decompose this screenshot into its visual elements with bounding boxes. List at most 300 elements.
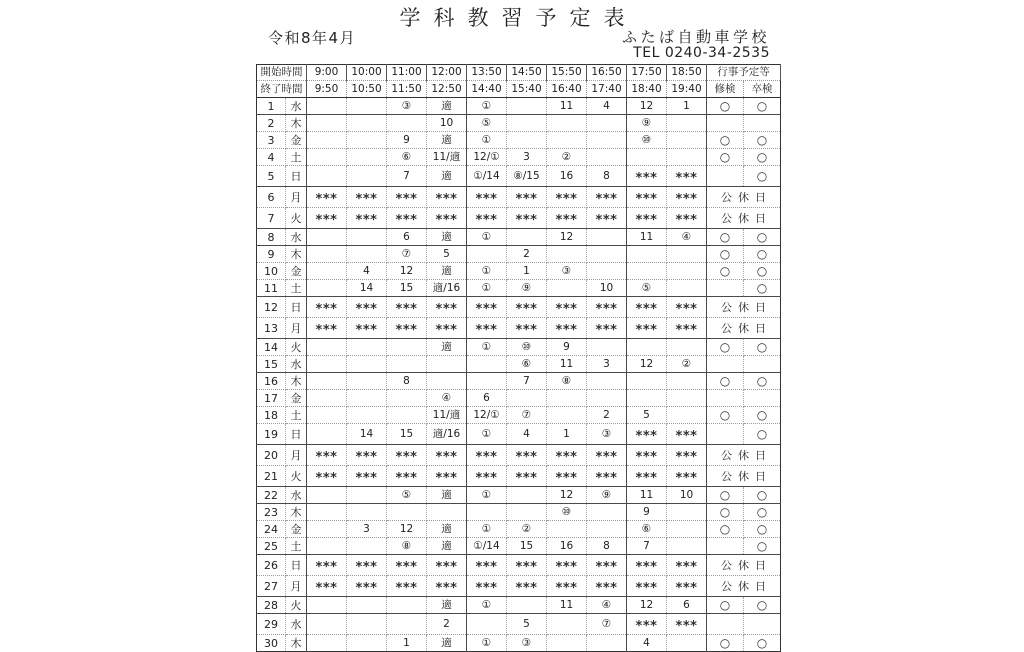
slot-cell: 12 bbox=[547, 229, 587, 246]
start-time-cell: 15:50 bbox=[547, 65, 587, 81]
slot-cell: *** bbox=[347, 576, 387, 597]
day-number-cell: 27 bbox=[257, 576, 286, 597]
schedule-header bbox=[257, 65, 781, 98]
slot-cell bbox=[587, 635, 627, 652]
table-row bbox=[257, 614, 781, 635]
shuken-cell bbox=[707, 280, 744, 297]
closed-day-cell: 公休日 bbox=[707, 555, 781, 576]
end-time-cell: 11:50 bbox=[387, 81, 427, 98]
day-number-cell: 19 bbox=[257, 424, 286, 445]
shuken-cell: ○ bbox=[707, 246, 744, 263]
sotsuken-cell: ○ bbox=[744, 339, 781, 356]
slot-cell: *** bbox=[627, 187, 667, 208]
day-of-week-cell: 水 bbox=[286, 614, 307, 635]
day-of-week-cell: 金 bbox=[286, 263, 307, 280]
slot-cell bbox=[307, 390, 347, 407]
slot-cell bbox=[507, 132, 547, 149]
end-time-cell: 14:40 bbox=[467, 81, 507, 98]
slot-cell bbox=[467, 373, 507, 390]
slot-cell: *** bbox=[507, 466, 547, 487]
slot-cell bbox=[307, 339, 347, 356]
slot-cell: 11 bbox=[627, 229, 667, 246]
end-time-cell: 15:40 bbox=[507, 81, 547, 98]
slot-cell: ④ bbox=[427, 390, 467, 407]
table-row bbox=[257, 339, 781, 356]
table-row bbox=[257, 356, 781, 373]
shuken-cell: ○ bbox=[707, 98, 744, 115]
table-row bbox=[257, 597, 781, 614]
slot-cell: *** bbox=[627, 466, 667, 487]
slot-cell: 11 bbox=[547, 597, 587, 614]
slot-cell: 適 bbox=[427, 597, 467, 614]
slot-cell: ② bbox=[547, 149, 587, 166]
day-number-cell: 18 bbox=[257, 407, 286, 424]
slot-cell bbox=[467, 614, 507, 635]
table-row bbox=[257, 466, 781, 487]
sotsuken-cell: ○ bbox=[744, 166, 781, 187]
slot-cell: ⑤ bbox=[387, 487, 427, 504]
day-number-cell: 22 bbox=[257, 487, 286, 504]
day-of-week-cell: 火 bbox=[286, 339, 307, 356]
day-of-week-cell: 金 bbox=[286, 390, 307, 407]
slot-cell bbox=[307, 373, 347, 390]
slot-cell bbox=[587, 373, 627, 390]
slot-cell bbox=[347, 132, 387, 149]
slot-cell bbox=[387, 115, 427, 132]
day-of-week-cell: 火 bbox=[286, 466, 307, 487]
slot-cell bbox=[427, 373, 467, 390]
schedule-table bbox=[256, 64, 781, 652]
sotsuken-cell: ○ bbox=[744, 263, 781, 280]
slot-cell: 11 bbox=[627, 487, 667, 504]
slot-cell: 7 bbox=[507, 373, 547, 390]
slot-cell: 適 bbox=[427, 487, 467, 504]
day-number-cell: 10 bbox=[257, 263, 286, 280]
slot-cell: 6 bbox=[667, 597, 707, 614]
slot-cell: *** bbox=[587, 555, 627, 576]
slot-cell: 1 bbox=[507, 263, 547, 280]
slot-cell: *** bbox=[347, 445, 387, 466]
slot-cell: *** bbox=[307, 445, 347, 466]
sotsuken-header: 卒検 bbox=[744, 81, 781, 98]
shuken-cell bbox=[707, 115, 744, 132]
slot-cell: *** bbox=[507, 187, 547, 208]
day-of-week-cell: 木 bbox=[286, 635, 307, 652]
slot-cell: ⑨ bbox=[627, 115, 667, 132]
table-row bbox=[257, 407, 781, 424]
slot-cell bbox=[547, 115, 587, 132]
slot-cell: 16 bbox=[547, 538, 587, 555]
day-of-week-cell: 土 bbox=[286, 538, 307, 555]
shuken-cell bbox=[707, 166, 744, 187]
slot-cell: *** bbox=[387, 445, 427, 466]
sotsuken-cell: ○ bbox=[744, 132, 781, 149]
table-row bbox=[257, 297, 781, 318]
slot-cell: *** bbox=[587, 297, 627, 318]
shuken-cell: ○ bbox=[707, 263, 744, 280]
slot-cell: *** bbox=[627, 445, 667, 466]
slot-cell: *** bbox=[547, 318, 587, 339]
day-number-cell: 25 bbox=[257, 538, 286, 555]
day-of-week-cell: 金 bbox=[286, 521, 307, 538]
slot-cell: *** bbox=[627, 555, 667, 576]
table-row bbox=[257, 390, 781, 407]
table-row bbox=[257, 635, 781, 652]
slot-cell bbox=[667, 263, 707, 280]
shuken-cell bbox=[707, 614, 744, 635]
slot-cell: *** bbox=[507, 445, 547, 466]
slot-cell: *** bbox=[627, 297, 667, 318]
slot-cell bbox=[587, 246, 627, 263]
end-time-cell: 18:40 bbox=[627, 81, 667, 98]
slot-cell bbox=[667, 521, 707, 538]
slot-cell bbox=[387, 614, 427, 635]
shuken-cell bbox=[707, 390, 744, 407]
slot-cell bbox=[387, 504, 427, 521]
slot-cell: *** bbox=[507, 208, 547, 229]
day-number-cell: 29 bbox=[257, 614, 286, 635]
slot-cell: ③ bbox=[547, 263, 587, 280]
slot-cell bbox=[507, 115, 547, 132]
shuken-cell: ○ bbox=[707, 149, 744, 166]
sotsuken-cell: ○ bbox=[744, 407, 781, 424]
slot-cell bbox=[387, 339, 427, 356]
day-of-week-cell: 日 bbox=[286, 166, 307, 187]
slot-cell bbox=[307, 538, 347, 555]
shuken-cell bbox=[707, 424, 744, 445]
slot-cell bbox=[467, 246, 507, 263]
slot-cell: ① bbox=[467, 229, 507, 246]
slot-cell: 適 bbox=[427, 263, 467, 280]
slot-cell bbox=[627, 373, 667, 390]
slot-cell: *** bbox=[587, 466, 627, 487]
table-row bbox=[257, 576, 781, 597]
slot-cell bbox=[307, 166, 347, 187]
slot-cell: 10 bbox=[427, 115, 467, 132]
sotsuken-cell: ○ bbox=[744, 504, 781, 521]
slot-cell: 14 bbox=[347, 280, 387, 297]
slot-cell bbox=[507, 597, 547, 614]
slot-cell: *** bbox=[667, 576, 707, 597]
slot-cell: 1 bbox=[547, 424, 587, 445]
slot-cell: 4 bbox=[627, 635, 667, 652]
page-title: 学科教習予定表 bbox=[399, 6, 638, 30]
end-time-cell: 19:40 bbox=[667, 81, 707, 98]
slot-cell: *** bbox=[347, 318, 387, 339]
slot-cell: ①/14 bbox=[467, 538, 507, 555]
day-number-cell: 30 bbox=[257, 635, 286, 652]
slot-cell: 12 bbox=[547, 487, 587, 504]
slot-cell: ⑥ bbox=[627, 521, 667, 538]
slot-cell: 4 bbox=[347, 263, 387, 280]
slot-cell: *** bbox=[667, 297, 707, 318]
table-row bbox=[257, 504, 781, 521]
slot-cell bbox=[347, 166, 387, 187]
day-number-cell: 21 bbox=[257, 466, 286, 487]
slot-cell: *** bbox=[427, 318, 467, 339]
slot-cell: ① bbox=[467, 280, 507, 297]
slot-cell: 15 bbox=[507, 538, 547, 555]
slot-cell bbox=[667, 635, 707, 652]
slot-cell: *** bbox=[507, 555, 547, 576]
start-time-cell: 16:50 bbox=[587, 65, 627, 81]
slot-cell: *** bbox=[307, 187, 347, 208]
sotsuken-cell: ○ bbox=[744, 98, 781, 115]
slot-cell bbox=[467, 504, 507, 521]
slot-cell: *** bbox=[467, 576, 507, 597]
start-times-row bbox=[257, 65, 781, 81]
slot-cell bbox=[347, 635, 387, 652]
table-row bbox=[257, 373, 781, 390]
slot-cell: ① bbox=[467, 263, 507, 280]
slot-cell: *** bbox=[427, 466, 467, 487]
day-number-cell: 7 bbox=[257, 208, 286, 229]
slot-cell: *** bbox=[427, 445, 467, 466]
slot-cell bbox=[587, 115, 627, 132]
slot-cell bbox=[347, 356, 387, 373]
slot-cell: *** bbox=[667, 424, 707, 445]
slot-cell bbox=[347, 390, 387, 407]
slot-cell bbox=[307, 521, 347, 538]
shuken-cell bbox=[707, 538, 744, 555]
slot-cell: 1 bbox=[387, 635, 427, 652]
slot-cell: *** bbox=[427, 297, 467, 318]
slot-cell: *** bbox=[347, 208, 387, 229]
slot-cell bbox=[307, 149, 347, 166]
table-row bbox=[257, 263, 781, 280]
slot-cell: *** bbox=[667, 166, 707, 187]
slot-cell: ④ bbox=[587, 597, 627, 614]
day-of-week-cell: 月 bbox=[286, 576, 307, 597]
table-row bbox=[257, 166, 781, 187]
slot-cell: *** bbox=[307, 576, 347, 597]
slot-cell: ⑥ bbox=[507, 356, 547, 373]
slot-cell bbox=[507, 504, 547, 521]
slot-cell: 5 bbox=[627, 407, 667, 424]
slot-cell bbox=[667, 149, 707, 166]
table-row bbox=[257, 538, 781, 555]
slot-cell: 7 bbox=[387, 166, 427, 187]
slot-cell: 8 bbox=[587, 166, 627, 187]
slot-cell: 16 bbox=[547, 166, 587, 187]
slot-cell: 9 bbox=[387, 132, 427, 149]
slot-cell: *** bbox=[427, 576, 467, 597]
slot-cell bbox=[587, 132, 627, 149]
slot-cell: 12/① bbox=[467, 149, 507, 166]
table-row bbox=[257, 98, 781, 115]
slot-cell: *** bbox=[467, 445, 507, 466]
day-number-cell: 5 bbox=[257, 166, 286, 187]
day-of-week-cell: 木 bbox=[286, 246, 307, 263]
slot-cell bbox=[307, 504, 347, 521]
slot-cell: 12 bbox=[627, 356, 667, 373]
slot-cell: *** bbox=[347, 466, 387, 487]
slot-cell: *** bbox=[547, 187, 587, 208]
table-row bbox=[257, 280, 781, 297]
slot-cell: 11/適 bbox=[427, 407, 467, 424]
day-of-week-cell: 日 bbox=[286, 424, 307, 445]
start-time-label: 開始時間 bbox=[257, 65, 307, 81]
slot-cell: 9 bbox=[547, 339, 587, 356]
day-number-cell: 2 bbox=[257, 115, 286, 132]
slot-cell: *** bbox=[547, 297, 587, 318]
sotsuken-cell: ○ bbox=[744, 149, 781, 166]
slot-cell: ① bbox=[467, 98, 507, 115]
slot-cell bbox=[667, 390, 707, 407]
slot-cell: 12 bbox=[387, 521, 427, 538]
slot-cell: *** bbox=[307, 555, 347, 576]
slot-cell: 4 bbox=[507, 424, 547, 445]
slot-cell bbox=[347, 407, 387, 424]
slot-cell bbox=[667, 280, 707, 297]
slot-cell bbox=[627, 149, 667, 166]
slot-cell bbox=[347, 98, 387, 115]
slot-cell bbox=[587, 263, 627, 280]
start-time-cell: 11:00 bbox=[387, 65, 427, 81]
slot-cell: 8 bbox=[587, 538, 627, 555]
slot-cell: 適 bbox=[427, 132, 467, 149]
day-number-cell: 9 bbox=[257, 246, 286, 263]
slot-cell bbox=[587, 339, 627, 356]
sotsuken-cell: ○ bbox=[744, 487, 781, 504]
slot-cell: *** bbox=[667, 614, 707, 635]
start-time-cell: 14:50 bbox=[507, 65, 547, 81]
slot-cell: 15 bbox=[387, 280, 427, 297]
slot-cell: 2 bbox=[507, 246, 547, 263]
slot-cell: *** bbox=[387, 555, 427, 576]
closed-day-cell: 公休日 bbox=[707, 297, 781, 318]
slot-cell: 3 bbox=[507, 149, 547, 166]
shuken-cell: ○ bbox=[707, 407, 744, 424]
slot-cell: 7 bbox=[627, 538, 667, 555]
slot-cell: *** bbox=[467, 466, 507, 487]
day-number-cell: 12 bbox=[257, 297, 286, 318]
sotsuken-cell bbox=[744, 614, 781, 635]
slot-cell: 6 bbox=[387, 229, 427, 246]
slot-cell: *** bbox=[387, 208, 427, 229]
slot-cell bbox=[347, 246, 387, 263]
slot-cell: ① bbox=[467, 487, 507, 504]
slot-cell bbox=[587, 390, 627, 407]
day-number-cell: 16 bbox=[257, 373, 286, 390]
slot-cell: ① bbox=[467, 339, 507, 356]
school-tel: TEL 0240-34-2535 bbox=[633, 45, 770, 61]
slot-cell: 適 bbox=[427, 521, 467, 538]
end-time-cell: 10:50 bbox=[347, 81, 387, 98]
day-of-week-cell: 日 bbox=[286, 297, 307, 318]
slot-cell: *** bbox=[347, 297, 387, 318]
slot-cell: *** bbox=[467, 318, 507, 339]
slot-cell bbox=[347, 373, 387, 390]
events-header: 行事予定等 bbox=[707, 65, 781, 81]
slot-cell bbox=[627, 390, 667, 407]
slot-cell: *** bbox=[507, 576, 547, 597]
slot-cell bbox=[307, 597, 347, 614]
table-row bbox=[257, 424, 781, 445]
day-number-cell: 17 bbox=[257, 390, 286, 407]
start-time-cell: 9:00 bbox=[307, 65, 347, 81]
slot-cell bbox=[387, 356, 427, 373]
end-time-label: 終了時間 bbox=[257, 81, 307, 98]
slot-cell: *** bbox=[667, 445, 707, 466]
day-number-cell: 23 bbox=[257, 504, 286, 521]
slot-cell: ① bbox=[467, 635, 507, 652]
slot-cell: 5 bbox=[507, 614, 547, 635]
shuken-cell: ○ bbox=[707, 635, 744, 652]
slot-cell: *** bbox=[587, 576, 627, 597]
slot-cell: 適 bbox=[427, 635, 467, 652]
slot-cell: *** bbox=[547, 576, 587, 597]
day-of-week-cell: 木 bbox=[286, 115, 307, 132]
slot-cell bbox=[427, 504, 467, 521]
slot-cell: ② bbox=[507, 521, 547, 538]
day-of-week-cell: 木 bbox=[286, 373, 307, 390]
sotsuken-cell bbox=[744, 356, 781, 373]
slot-cell: 11/適 bbox=[427, 149, 467, 166]
slot-cell bbox=[387, 597, 427, 614]
day-number-cell: 4 bbox=[257, 149, 286, 166]
slot-cell: 5 bbox=[427, 246, 467, 263]
slot-cell bbox=[547, 521, 587, 538]
slot-cell: 11 bbox=[547, 356, 587, 373]
slot-cell: 12 bbox=[627, 597, 667, 614]
slot-cell: 11 bbox=[547, 98, 587, 115]
slot-cell: *** bbox=[507, 318, 547, 339]
slot-cell bbox=[667, 132, 707, 149]
slot-cell bbox=[307, 132, 347, 149]
table-row bbox=[257, 521, 781, 538]
slot-cell: *** bbox=[387, 187, 427, 208]
shuken-cell bbox=[707, 356, 744, 373]
slot-cell: *** bbox=[387, 576, 427, 597]
slot-cell bbox=[347, 487, 387, 504]
slot-cell: *** bbox=[587, 187, 627, 208]
sotsuken-cell: ○ bbox=[744, 538, 781, 555]
slot-cell bbox=[347, 149, 387, 166]
slot-cell bbox=[307, 614, 347, 635]
slot-cell: 14 bbox=[347, 424, 387, 445]
slot-cell bbox=[587, 504, 627, 521]
slot-cell bbox=[667, 373, 707, 390]
slot-cell: *** bbox=[467, 297, 507, 318]
slot-cell: 3 bbox=[347, 521, 387, 538]
slot-cell bbox=[387, 390, 427, 407]
slot-cell: *** bbox=[467, 208, 507, 229]
slot-cell bbox=[307, 407, 347, 424]
slot-cell: *** bbox=[547, 208, 587, 229]
shuken-cell: ○ bbox=[707, 487, 744, 504]
end-time-cell: 9:50 bbox=[307, 81, 347, 98]
slot-cell: 適 bbox=[427, 98, 467, 115]
slot-cell bbox=[307, 98, 347, 115]
slot-cell: *** bbox=[427, 187, 467, 208]
slot-cell bbox=[347, 614, 387, 635]
slot-cell: *** bbox=[627, 208, 667, 229]
closed-day-cell: 公休日 bbox=[707, 208, 781, 229]
closed-day-cell: 公休日 bbox=[707, 318, 781, 339]
slot-cell: ⑩ bbox=[507, 339, 547, 356]
slot-cell bbox=[667, 407, 707, 424]
slot-cell: *** bbox=[387, 297, 427, 318]
slot-cell bbox=[347, 538, 387, 555]
start-time-cell: 13:50 bbox=[467, 65, 507, 81]
shuken-header: 修検 bbox=[707, 81, 744, 98]
slot-cell: *** bbox=[347, 187, 387, 208]
slot-cell: 適/16 bbox=[427, 280, 467, 297]
slot-cell: *** bbox=[307, 297, 347, 318]
slot-cell: *** bbox=[547, 445, 587, 466]
shuken-cell: ○ bbox=[707, 504, 744, 521]
